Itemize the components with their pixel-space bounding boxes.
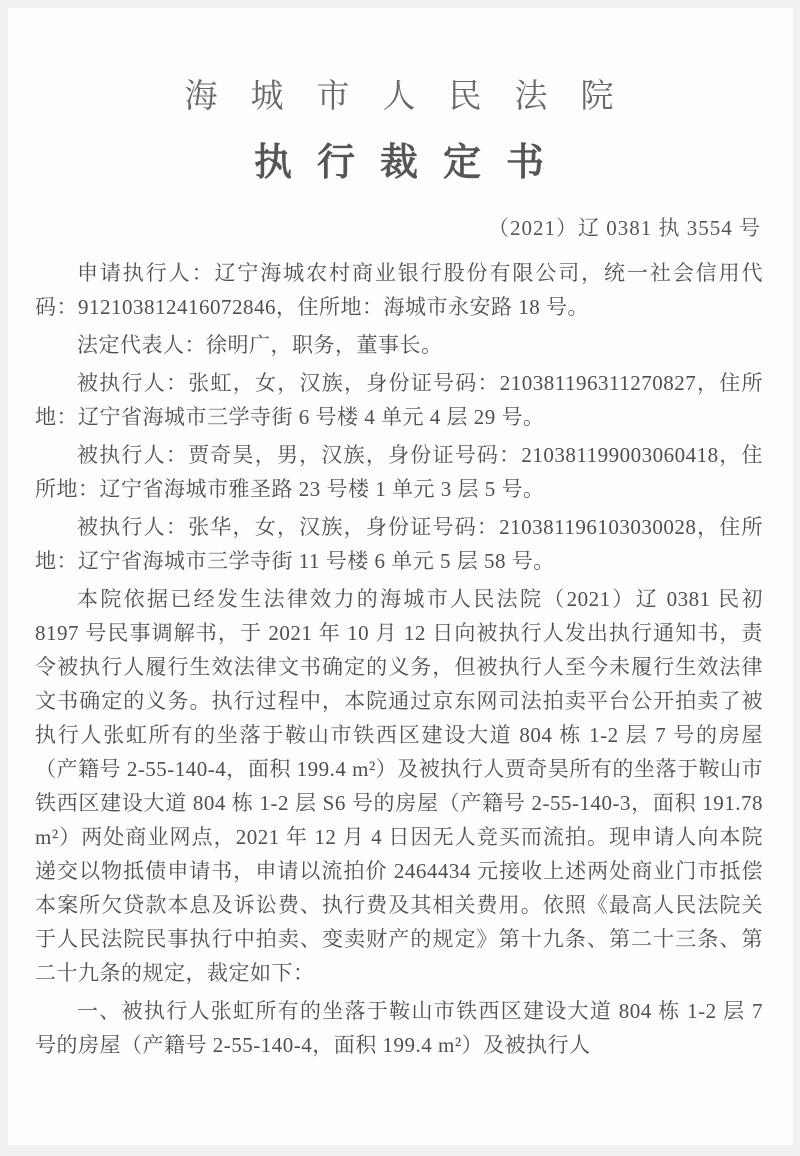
document-title: 执行裁定书	[253, 142, 569, 184]
document-page	[8, 8, 793, 1145]
paragraph-respondent-1: 被执行人：张虹，女，汉族，身份证号码：210381196311270827，住所地：辽宁省海城市三学寺街 6 号楼 4 单元 4 层 29 号。	[35, 371, 763, 429]
case-number: （2021）辽 0381 执 3554 号	[488, 216, 761, 240]
paragraph-applicant: 申请执行人：辽宁海城农村商业银行股份有限公司，统一社会信用代码：912103812416072846，住所地：海城市永安路 18 号。	[35, 261, 763, 319]
paragraph-legal-representative: 法定代表人：徐明广，职务，董事长。	[77, 333, 443, 357]
document-body	[35, 256, 763, 1062]
paragraph-respondent-2: 被执行人：贾奇昊，男，汉族，身份证号码：210381199003060418，住所地：辽宁省海城市雅圣路 23 号楼 1 单元 3 层 5 号。	[35, 443, 763, 501]
paragraph-ruling-item-1: 一、被执行人张虹所有的坐落于鞍山市铁西区建设大道 804 栋 1-2 层 7 号的房屋（产籍号 2-55-140-4，面积 199.4 m²）及被执行人	[35, 999, 763, 1057]
paragraph-respondent-3: 被执行人：张华，女，汉族，身份证号码：210381196103030028，住所地：辽宁省海城市三学寺街 11 号楼 6 单元 5 层 58 号。	[35, 515, 763, 573]
court-name-heading: 海城市人民法院	[184, 79, 647, 115]
paragraph-case-facts: 本院依据已经发生法律效力的海城市人民法院（2021）辽 0381 民初 8197 号民事调解书，于 2021 年 10 月 12 日向被执行人发出执行通知书，责令被执行人履行生效法律文书确定的义务，但被执行人至今未履行生效法律文书确定的义务。执行过程中，本院通过京东网司法拍卖平台公开拍卖了被执行人张虹所有的坐落于鞍山市铁西区建设大道 804 栋 1-2 层 7 号的房屋（产籍号 2-55-140-4，面积 199.4 m²）及被执行人贾奇昊所有的坐落于鞍山市铁西区建设大道 804 栋 1-2 层 S6 号的房屋（产籍号 2-55-140-3，面积 191.78 m²）两处商业网点，2021 年 12 月 4 日因无人竞买而流拍。现申请人向本院递交以物抵债申请书，申请以流拍价 2464434 元接收上述两处商业门市抵偿本案所欠贷款本息及诉讼费、执行费及其相关费用。依照《最高人民法院关于人民法院民事执行中拍卖、变卖财产的规定》第十九条、第二十三条、第二十九条的规定，裁定如下：	[35, 587, 763, 985]
